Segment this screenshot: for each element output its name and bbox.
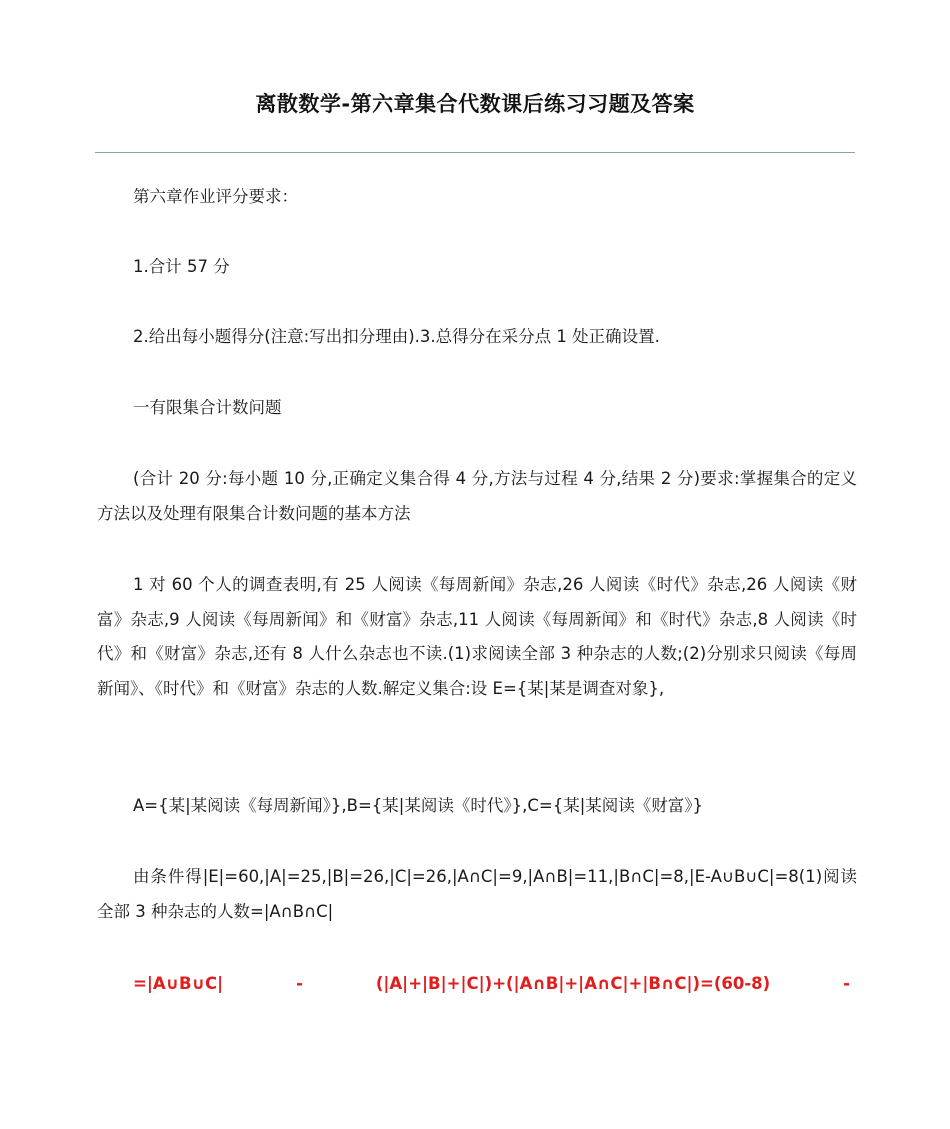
paragraph: 由条件得|E|=60,|A|=25,|B|=26,|C|=26,|A∩C|=9,|A∩B|=11,|B∩C|=8,|E-A∪B∪C|=8(1)阅读全部 3 种杂志的人数=|A∩B∩C| bbox=[97, 867, 857, 921]
formula-line bbox=[133, 967, 850, 1001]
formula-part: =|A∪B∪C| bbox=[133, 974, 224, 993]
title-divider bbox=[95, 152, 855, 153]
paragraph: A={某|某阅读《每周新闻》},B={某|某阅读《时代》},C={某|某阅读《财富》} bbox=[133, 796, 704, 815]
page-title: 离散数学-第六章集合代数课后练习习题及答案 bbox=[255, 92, 695, 116]
formula-part: - bbox=[296, 974, 303, 993]
paragraph: (合计 20 分:每小题 10 分,正确定义集合得 4 分,方法与过程 4 分,结果 2 分)要求:掌握集合的定义方法以及处理有限集合计数问题的基本方法 bbox=[97, 469, 857, 523]
paragraph: 1 对 60 个人的调查表明,有 25 人阅读《每周新闻》杂志,26 人阅读《时代》杂志,26 人阅读《财富》杂志,9 人阅读《每周新闻》和《财富》杂志,11 人阅读《每周新闻》和《时代》杂志,8 人阅读《时代》和《财富》杂志,还有 8 人什么杂志也不读.(1)求阅读全部 3 种杂志的人数;(2)分别求只阅读《每周新闻》、《时代》和《财富》杂志的人数.解定义集合:设 E={某|某是调查对象}, bbox=[97, 575, 857, 698]
paragraph: 1.合计 57 分 bbox=[133, 257, 230, 276]
paragraph: 2.给出每小题得分(注意:写出扣分理由).3.总得分在采分点 1 处正确设置. bbox=[133, 327, 660, 346]
section-heading: 一有限集合计数问题 bbox=[133, 398, 282, 417]
formula-part: (|A|+|B|+|C|)+(|A∩B|+|A∩C|+|B∩C|)=(60-8) bbox=[375, 974, 771, 993]
formula-part: - bbox=[843, 974, 850, 993]
paragraph: 第六章作业评分要求： bbox=[133, 187, 298, 206]
